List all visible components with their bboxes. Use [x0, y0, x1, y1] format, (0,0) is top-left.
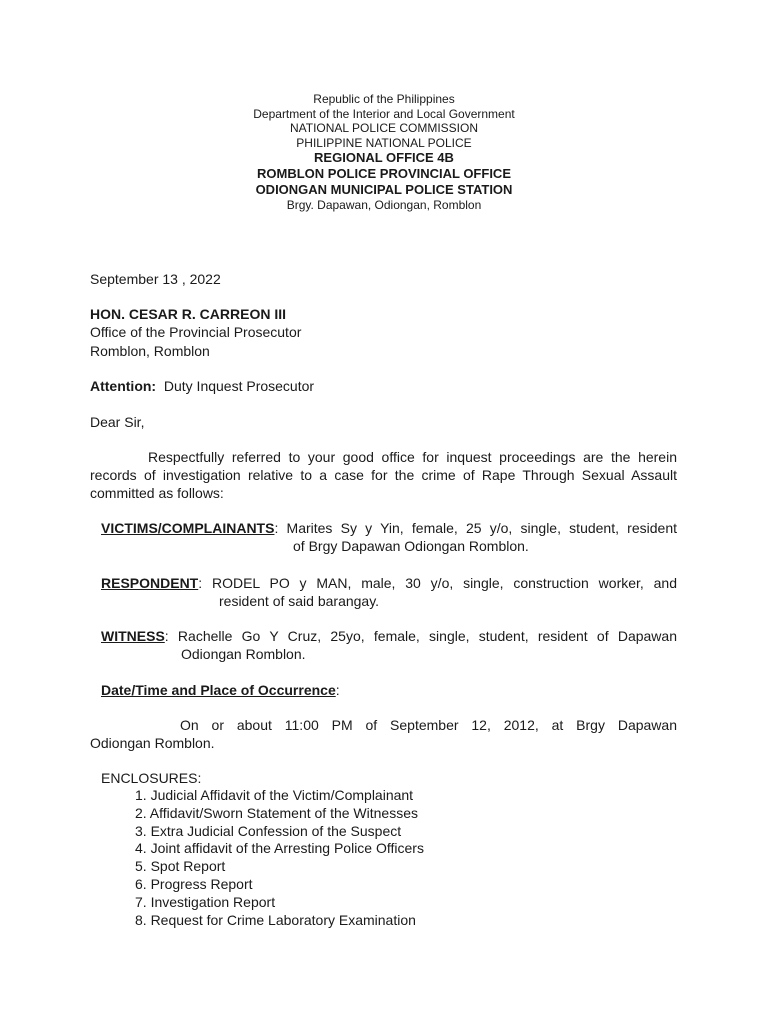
respondent-continuation: resident of said barangay. — [219, 593, 380, 609]
intro-rest: records of investigation relative to a case for the crime of Rape Through Sexual Assault committed as follows: — [90, 467, 677, 501]
victims-label: VICTIMS/COMPLAINANTS — [101, 520, 275, 536]
recipient-name: HON. CESAR R. CARREON III — [90, 306, 287, 322]
respondent-text: : RODEL PO y MAN, male, 30 y/o, single, construction worker, and — [198, 575, 677, 591]
occurrence-paragraph — [90, 716, 677, 752]
attention-value: Duty Inquest Prosecutor — [163, 378, 315, 394]
occurrence-label: Date/Time and Place of Occurrence — [101, 682, 336, 698]
list-item: 7. Investigation Report — [135, 893, 276, 910]
recipient-office: Office of the Provincial Prosecutor — [90, 324, 302, 340]
list-item: 2. Affidavit/Sworn Statement of the Witnesses — [135, 804, 418, 821]
witness-continuation: Odiongan Romblon. — [181, 646, 306, 662]
victims-continuation: of Brgy Dapawan Odiongan Romblon. — [293, 538, 529, 554]
list-item: 6. Progress Report — [135, 875, 253, 892]
list-item: 1. Judicial Affidavit of the Victim/Complainant — [135, 787, 414, 803]
list-item: 8. Request for Crime Laboratory Examination — [135, 911, 416, 928]
victims-text: : Marites Sy y Yin, female, 25 y/o, single, student, resident — [274, 520, 677, 536]
enclosures-list — [135, 787, 424, 929]
letter-date: September 13 , 2022 — [90, 271, 221, 287]
list-item: 5. Spot Report — [135, 858, 226, 875]
recipient-location: Romblon, Romblon — [90, 343, 210, 359]
list-item: 4. Joint affidavit of the Arresting Police Officers — [135, 840, 424, 857]
letterhead — [0, 92, 768, 213]
letterhead-line-bold: ODIONGAN MUNICIPAL POLICE STATION — [255, 182, 513, 197]
occurrence-first-line: On or about 11:00 PM of September 12, 2012, at Brgy Dapawan — [180, 717, 677, 733]
salutation: Dear Sir, — [90, 414, 145, 430]
witness-block — [101, 627, 677, 663]
letterhead-line: NATIONAL POLICE COMMISSION — [289, 121, 479, 135]
witness-label: WITNESS — [101, 628, 165, 644]
respondent-label: RESPONDENT — [101, 575, 199, 591]
letterhead-address: Brgy. Dapawan, Odiongan, Romblon — [286, 198, 482, 212]
intro-first-line: Respectfully referred to your good office for inquest proceedings are the herein — [148, 449, 677, 465]
occurrence-colon: : — [335, 682, 340, 698]
letterhead-line-bold: ROMBLON POLICE PROVINCIAL OFFICE — [257, 166, 511, 181]
enclosures-label: ENCLOSURES: — [101, 770, 202, 786]
respondent-block — [101, 574, 677, 610]
list-item: 3. Extra Judicial Confession of the Suspect — [135, 822, 402, 839]
occurrence-second-line: Odiongan Romblon. — [90, 735, 215, 751]
occurrence-heading — [101, 681, 340, 699]
letterhead-line-bold: REGIONAL OFFICE 4B — [314, 150, 454, 165]
letterhead-line: Republic of the Philippines — [313, 92, 455, 106]
attention-label: Attention: — [90, 378, 157, 394]
letterhead-line: PHILIPPINE NATIONAL POLICE — [296, 135, 472, 150]
letterhead-line: Department of the Interior and Local Government — [253, 106, 515, 121]
attention-line — [90, 377, 314, 395]
witness-text: : Rachelle Go Y Cruz, 25yo, female, single, student, resident of Dapawan — [164, 628, 677, 644]
intro-paragraph — [90, 448, 677, 502]
victims-block — [101, 519, 677, 555]
